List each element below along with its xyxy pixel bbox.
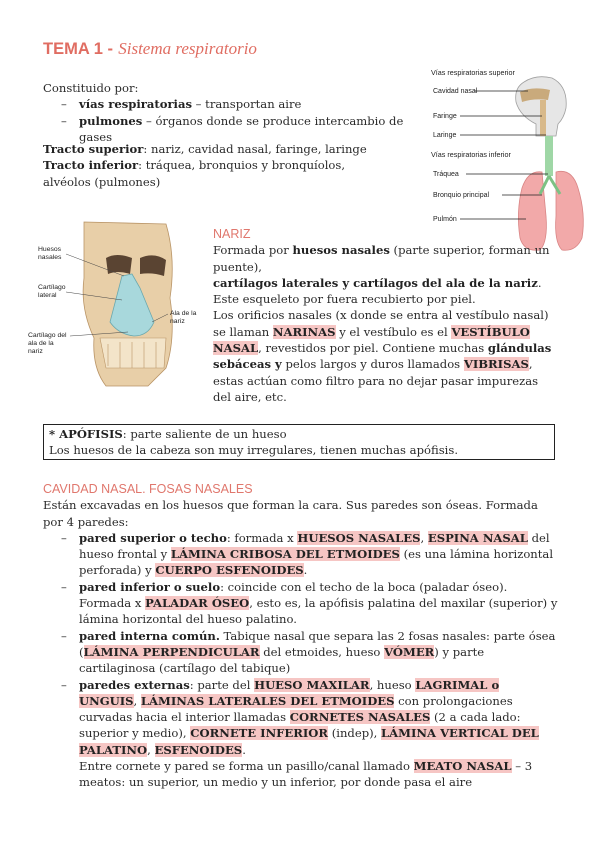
fig-label-larynx: Laringe xyxy=(433,132,457,139)
list-item: – vías respiratorias – transportan aire xyxy=(43,96,423,112)
closing-paragraph: Entre cornete y pared se forma un pasillo/canal llamado MEATO NASAL – 3 meatos: un superior, un medio y un inferior, por donde pasa el aire xyxy=(79,759,533,790)
title-subtitle: Sistema respiratorio xyxy=(118,39,257,58)
list-item: – pared superior o techo: formada x HUESOS NASALES, ESPINA NASAL del hueso frontal y LÁMINA CRIBOSA DEL ETMOIDES (es una lámina horizontal perforada) y CUERPO ESFENOIDES. xyxy=(43,530,558,579)
fig-label-lung: Pulmón xyxy=(433,216,457,223)
paragraph: Están excavadas en los huesos que forman la cara. Sus paredes son óseas. Formada por 4 paredes: xyxy=(43,498,538,529)
fig-upper-heading: Vías respiratorias superior xyxy=(431,68,515,77)
note-line: * APÓFISIS: parte saliente de un hueso xyxy=(49,427,287,441)
fig-label-alar-cartilage: Cartílago del ala de la nariz xyxy=(28,332,67,355)
section-heading: CAVIDAD NASAL. FOSAS NASALES xyxy=(43,482,253,496)
fig-label-nasal-wing: Ala de la nariz xyxy=(170,310,197,325)
list-item: – paredes externas: parte del HUESO MAXILAR, hueso LAGRIMAL o UNGUIS, LÁMINAS LATERALES DEL ETMOIDES con prolongaciones curvadas hacia el interior llamadas CORNETES NASALES (2 a cada lado: superior y medio), CORNETE INFERIOR (indep), LÁMINA VERTICAL DEL PALATINO, ESFENOIDES. xyxy=(43,677,558,758)
paragraph: Formada por huesos nasales (parte superior, forman un puente), xyxy=(213,243,550,274)
list-item: – pared interna común. Tabique nasal que separa las 2 fosas nasales: parte ósea (LÁMINA PERPENDICULAR del etmoides, hueso VÓMER) y parte cartilaginosa (cartílago del tabique) xyxy=(43,628,558,677)
intro-lead: Constituido por: xyxy=(43,81,139,95)
trachea-shape xyxy=(545,136,553,176)
note-box xyxy=(43,424,555,460)
fig-label-pharynx: Faringe xyxy=(433,113,457,120)
fig-label-nasal-cavity: Cavidad nasal xyxy=(433,88,478,95)
paragraph: cartílagos laterales y cartílagos del ala de la nariz. Este esqueleto por fuera recubierto por piel. xyxy=(213,275,542,307)
intro-list xyxy=(43,96,423,145)
title-prefix: TEMA 1 - xyxy=(43,40,113,58)
page-title xyxy=(43,38,257,60)
fig-lower-heading: Vías respiratorias inferior xyxy=(431,150,511,159)
section-heading: NARIZ xyxy=(213,227,251,241)
pharynx-shape xyxy=(540,100,546,136)
tract-superior: Tracto superior: nariz, cavidad nasal, faringe, laringe xyxy=(43,142,367,156)
list-item: – pared inferior o suelo: coincide con el techo de la boca (paladar óseo). Formada x PALADAR ÓSEO, esto es, la apófisis palatina del maxilar (superior) y lámina horizontal del hueso palatino. xyxy=(43,579,558,628)
nariz-section xyxy=(213,226,558,405)
fig-label-bronchus: Bronquio principal xyxy=(433,192,490,199)
tracts-block xyxy=(43,141,388,190)
note-line: Los huesos de la cabeza son muy irregulares, tienen muchas apófisis. xyxy=(49,442,459,457)
orbit-shape xyxy=(106,255,132,274)
nose-skeleton-figure xyxy=(36,218,206,393)
tract-inferior: Tracto inferior: tráquea, bronquios y bronquíolos, alvéolos (pulmones) xyxy=(43,158,346,189)
fig-label-nasal-bones: Huesos nasales xyxy=(38,246,62,261)
orbit-shape-right xyxy=(140,255,166,276)
cavidad-section xyxy=(43,481,558,791)
fig-label-lateral-cartilage: Cartílago lateral xyxy=(38,284,66,299)
walls-list xyxy=(43,530,558,758)
paragraph: Los orificios nasales (x donde se entra al vestíbulo nasal) se llaman NARINAS y el vestíbulo es el VESTÍBULO NASAL, revestidos por piel. Contiene muchas glándulas sebáceas y pelos largos y duros llamados VIBRISAS, estas actúan como filtro para no dejar pasar impurezas del aire, etc. xyxy=(213,308,552,404)
intro-block xyxy=(43,80,423,145)
fig-label-trachea: Tráquea xyxy=(433,171,459,178)
list-item: – pulmones – órganos donde se produce intercambio de gases xyxy=(43,113,423,146)
right-lung-shape xyxy=(556,171,584,250)
